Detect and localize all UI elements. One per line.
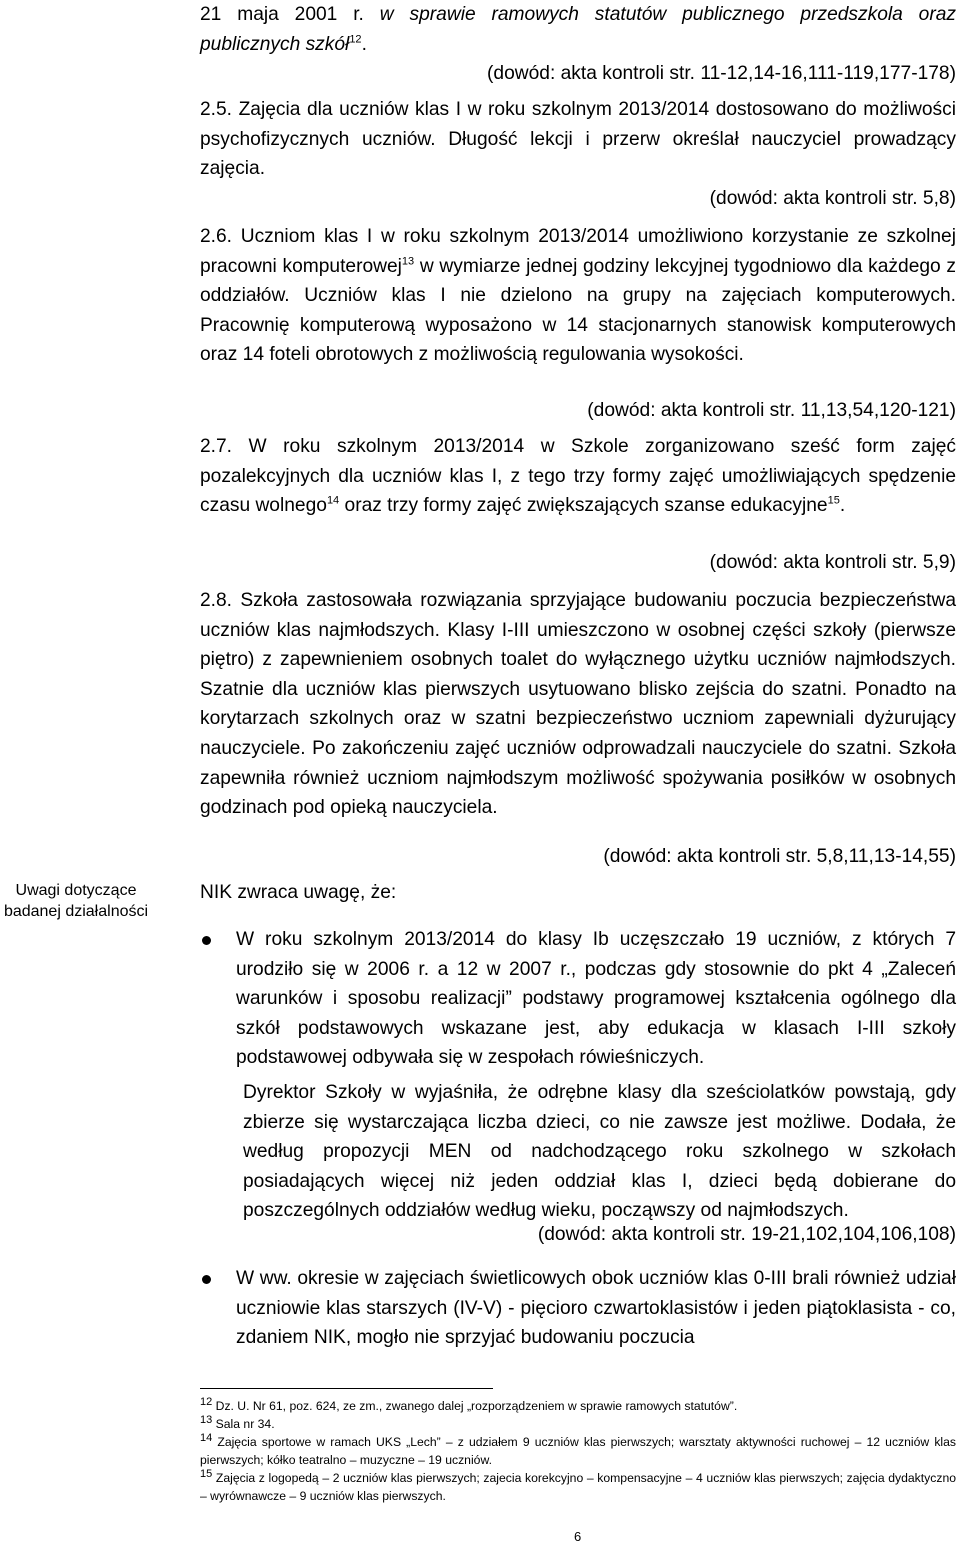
regulation-end: .: [361, 33, 367, 55]
evidence-note-6: [243, 1220, 956, 1250]
evidence-text: (dowód: akta kontroli str. 5,8,11,13-14,55): [603, 846, 956, 867]
footnote-14: [200, 1433, 956, 1469]
list-item: [200, 925, 956, 1073]
section-2-5: [200, 95, 956, 184]
evidence-text: (dowód: akta kontroli str. 19-21,102,104,106,108): [537, 1224, 956, 1245]
evidence-note-5: [200, 842, 956, 872]
section-2-7: [200, 432, 956, 521]
footnote-ref-14[interactable]: 14: [326, 494, 340, 507]
bullet-text: W roku szkolnym 2013/2014 do klasy Ib uczęszczało 19 uczniów, z których 7 urodziło się w 2006 r. a 12 w 2007 r., podczas gdy stosownie do pkt 4 „Zaleceń warunków i sposobu realizacji” podstawy programowej kształcenia ogólnego dla szkół podstawowych wskazane jest, aby edukacja w klasach I-III szkoły podstawowej odbywała się w zespołach rówieśniczych.: [236, 929, 956, 1069]
evidence-text: (dowód: akta kontroli str. 11,13,54,120-121): [587, 400, 956, 421]
footnote-number: 15: [200, 1468, 213, 1481]
director-explanation: [243, 1078, 956, 1226]
section-2-6-text-b: w wymiarze jednej godziny lekcyjnej tygodniowo dla każdego z oddziałów. Uczniów klas I nie dzielono na grupy na zajęciach komputerowych. Pracownię komputerową wyposażono w 14 stacjonarnych stanowisk komputerowych oraz 14 foteli obrotowych z możliwością regulowania wysokości.: [200, 255, 956, 366]
footnote-ref-15[interactable]: 15: [827, 494, 840, 507]
footnote-13: [200, 1415, 956, 1433]
page-number: 6: [574, 1529, 582, 1544]
footnote-text: Sala nr 34.: [215, 1417, 275, 1432]
section-2-7-text-b: oraz trzy formy zajęć zwiększających szanse edukacyjne: [339, 495, 828, 517]
footnote-number: 14: [200, 1432, 213, 1445]
evidence-note-4: [200, 548, 956, 578]
evidence-note-2: [200, 184, 956, 214]
sidebar-note: Uwagi dotyczące badanej działalności: [3, 882, 149, 920]
regulation-date: 21 maja 2001 r.: [200, 4, 364, 25]
footnote-12: [200, 1397, 956, 1415]
footnote-ref-13[interactable]: 13: [401, 255, 415, 268]
evidence-text: (dowód: akta kontroli str. 5,9): [709, 552, 956, 573]
evidence-text: (dowód: akta kontroli str. 5,8): [709, 188, 956, 209]
footnote-number: 12: [200, 1395, 213, 1408]
director-text: Dyrektor Szkoły w wyjaśniła, że odrębne klasy dla sześciolatków powstają, gdy zbierze się wystarczająca liczba dzieci, co nie zawsze jest możliwe. Dodała, że według propozycji MEN od nadchodzącego roku szkolnego w szkołach posiadających więcej niż jeden oddział klas I, dzieci będą dobierane do poszczególnych oddziałów według wieku, począwszy od najmłodszych.: [243, 1082, 956, 1222]
footnote-ref-12[interactable]: 12: [349, 33, 362, 46]
section-2-6-text-a: 2.6. Uczniom klas I w roku szkolnym 2013/2014 umożliwiono korzystanie ze szkolnej pracowni komputerowej: [200, 226, 956, 277]
section-2-7-text-c: .: [839, 495, 846, 517]
bullet-icon: [202, 1275, 211, 1284]
footnote-15: [200, 1469, 956, 1505]
section-2-8-text: 2.8. Szkoła zastosowała rozwiązania sprzyjające budowaniu poczucia bezpieczeństwa uczniów klas najmłodszych. Klasy I-III umieszczono w osobnej części szkoły (pierwsze piętro) z zapewnieniem osobnych toalet do wyłącznego użytku uczniów najmłodszych. Szatnie dla uczniów klas pierwszych usytuowano blisko zejścia do szatni. Ponadto na korytarzach szkolnych oraz w szatni bezpieczeństwo uczniom zapewniali dyżurujący nauczyciele. Po zakończeniu zajęć uczniów odprowadzali nauczyciele do szatni. Szkoła zapewniła również uczniom najmłodszym możliwość spożywania posiłków w osobnych godzinach pod opieką nauczyciela.: [200, 590, 956, 819]
footnote-number: 13: [200, 1414, 213, 1427]
footnote-text: Dz. U. Nr 61, poz. 624, ze zm., zwanego dalej „rozporządzeniem w sprawie ramowych statutów”.: [215, 1399, 738, 1413]
bullet-icon: [202, 936, 211, 945]
footnote-text: Zajęcia z logopedą – 2 uczniów klas pierwszych; zajecia korekcyjno – kompensacyjne – 4 uczniów klas pierwszych; zajęcia dydaktyczno – wyrównawcze – 9 uczniów klas pierwszych.: [200, 1471, 956, 1504]
evidence-note-3: [200, 396, 956, 426]
evidence-note-1: [200, 59, 956, 89]
footnote-text: Zajęcia sportowe w ramach UKS „Lech” – z udziałem 9 uczniów klas pierwszych; warsztaty aktywności ruchowej – 12 uczniów klas pierwszych; kółko teatralno – muzyczne – 19 uczniów.: [200, 1435, 956, 1468]
evidence-text: (dowód: akta kontroli str. 11-12,14-16,111-119,177-178): [487, 63, 956, 84]
footnotes: [200, 1397, 956, 1506]
section-2-6: [200, 222, 956, 370]
section-2-5-text: 2.5. Zajęcia dla uczniów klas I w roku szkolnym 2013/2014 dostosowano do możliwości psychofizycznych uczniów. Długość lekcji i przerw określał nauczyciel prowadzący zajęcia.: [200, 99, 956, 180]
regulation-reference: [200, 0, 956, 59]
footnote-divider: [200, 1388, 493, 1389]
section-2-7-text-a: 2.7. W roku szkolnym 2013/2014 w Szkole zorganizowano sześć form zajęć pozalekcyjnych dla uczniów klas I, z tego trzy formy zajęć umożliwiających spędzenie czasu wolnego: [200, 436, 956, 517]
nik-heading: NIK zwraca uwagę, że:: [200, 882, 397, 903]
section-2-8: [200, 586, 956, 823]
list-item: [200, 1264, 956, 1353]
regulation-title: w sprawie ramowych statutów publicznego przedszkola oraz publicznych szkół: [200, 4, 956, 55]
bullet-text: W ww. okresie w zajęciach świetlicowych obok uczniów klas 0-III brali również udział uczniowie klas starszych (IV-V) - pięcioro czwartoklasistów i jeden piątoklasista - co, zdaniem NIK, mogło nie sprzyjać budowaniu poczucia: [236, 1268, 956, 1349]
